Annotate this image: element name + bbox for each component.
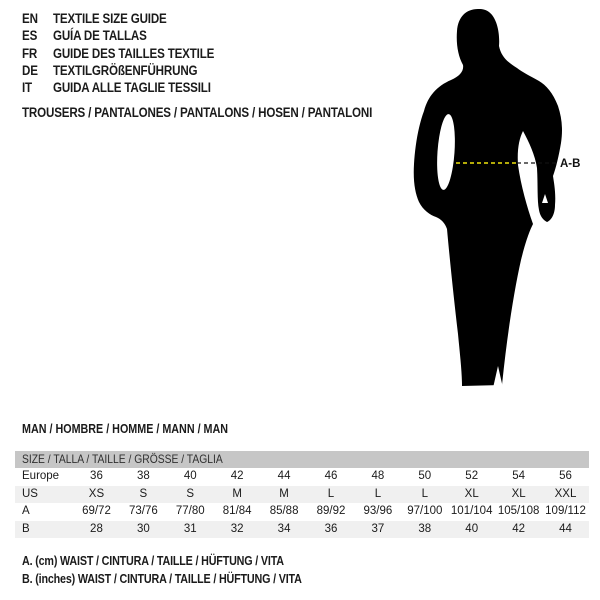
table-cell: 89/92 bbox=[316, 505, 346, 517]
table-cell: 50 bbox=[418, 470, 432, 482]
table-cell: 32 bbox=[230, 522, 244, 535]
waist-measure-label: A-B bbox=[560, 158, 581, 170]
table-row bbox=[15, 486, 589, 504]
table-cell: 105/108 bbox=[497, 505, 540, 517]
table-row bbox=[15, 503, 589, 521]
language-code: EN bbox=[22, 11, 38, 26]
table-cell: 31 bbox=[183, 522, 197, 535]
size-table-rows bbox=[15, 468, 589, 538]
table-cell: 38 bbox=[136, 470, 150, 482]
table-cell: 40 bbox=[183, 470, 197, 482]
language-label: GUIDE DES TAILLES TEXTILE bbox=[52, 45, 215, 61]
table-cell: S bbox=[139, 487, 148, 500]
table-cell: 30 bbox=[136, 522, 150, 535]
note-waist-cm: A. (cm) WAIST / CINTURA / TAILLE / HÜFTUNG / VITA bbox=[22, 554, 284, 568]
table-cell: 101/104 bbox=[450, 505, 493, 517]
table-cell: 73/76 bbox=[128, 505, 158, 517]
table-cell: XL bbox=[464, 487, 479, 500]
row-label: B bbox=[22, 522, 30, 535]
man-silhouette-figure bbox=[400, 0, 600, 420]
language-code: DE bbox=[22, 62, 38, 78]
table-cell: 109/112 bbox=[545, 505, 586, 517]
language-label: TEXTILE SIZE GUIDE bbox=[52, 11, 167, 26]
table-cell: 52 bbox=[465, 470, 479, 482]
table-cell: 77/80 bbox=[175, 505, 205, 517]
language-label: GUIDA ALLE TAGLIE TESSILI bbox=[52, 80, 211, 96]
man-silhouette-svg bbox=[400, 0, 600, 420]
language-code: IT bbox=[22, 80, 32, 96]
language-code: FR bbox=[22, 45, 38, 61]
gender-section-title: MAN / HOMBRE / HOMME / MANN / MAN bbox=[22, 422, 229, 436]
table-cell: 93/96 bbox=[363, 505, 393, 517]
category-title: TROUSERS / PANTALONES / PANTALONS / HOSEN / PANTALONI bbox=[22, 105, 373, 120]
table-cell: 28 bbox=[90, 522, 103, 535]
table-cell: XS bbox=[88, 487, 105, 500]
table-cell: 38 bbox=[418, 522, 432, 535]
table-cell: 97/100 bbox=[407, 505, 443, 517]
table-cell: 54 bbox=[512, 470, 525, 482]
row-label: A bbox=[22, 505, 30, 517]
table-cell: 69/72 bbox=[82, 505, 111, 517]
measurement-notes bbox=[22, 553, 383, 588]
table-row bbox=[15, 521, 589, 539]
size-table bbox=[15, 451, 589, 538]
table-cell: 44 bbox=[277, 470, 291, 482]
language-code: ES bbox=[22, 28, 38, 44]
table-cell: 36 bbox=[90, 470, 103, 482]
table-cell: L bbox=[421, 487, 428, 500]
language-row-de bbox=[22, 62, 435, 79]
language-row-en bbox=[22, 10, 435, 27]
table-cell: L bbox=[374, 487, 382, 500]
table-cell: 85/88 bbox=[269, 505, 299, 517]
table-cell: L bbox=[327, 487, 335, 500]
row-label: Europe bbox=[22, 470, 60, 482]
size-table-header-label: SIZE / TALLA / TAILLE / GRÖSSE / TAGLIA bbox=[22, 452, 223, 466]
table-cell: M bbox=[232, 487, 242, 500]
language-row-es bbox=[22, 27, 435, 44]
table-cell: 40 bbox=[465, 522, 479, 535]
table-cell: XXL bbox=[554, 487, 577, 500]
table-cell: 42 bbox=[230, 470, 244, 482]
table-cell: 81/84 bbox=[222, 505, 252, 517]
table-cell: 44 bbox=[559, 522, 572, 535]
language-label: TEXTILGRÖßENFÜHRUNG bbox=[52, 62, 198, 78]
table-cell: M bbox=[279, 487, 289, 500]
size-table-header bbox=[15, 451, 589, 468]
table-cell: S bbox=[186, 487, 195, 500]
table-cell: XL bbox=[511, 487, 526, 500]
language-guide-list bbox=[22, 10, 435, 96]
table-row bbox=[15, 468, 589, 486]
note-waist-inches: B. (inches) WAIST / CINTURA / TAILLE / HÜFTUNG / VITA bbox=[22, 571, 302, 586]
table-cell: 46 bbox=[324, 470, 338, 482]
language-row-fr bbox=[22, 45, 435, 62]
table-cell: 48 bbox=[371, 470, 385, 482]
table-cell: 56 bbox=[559, 470, 572, 482]
table-cell: 34 bbox=[277, 522, 291, 535]
row-label: US bbox=[22, 487, 38, 500]
table-cell: 42 bbox=[512, 522, 525, 535]
language-row-it bbox=[22, 79, 435, 96]
table-cell: 37 bbox=[371, 522, 385, 535]
man-silhouette-shape bbox=[414, 9, 562, 386]
language-label: GUÍA DE TALLAS bbox=[52, 28, 147, 44]
table-cell: 36 bbox=[324, 522, 338, 535]
